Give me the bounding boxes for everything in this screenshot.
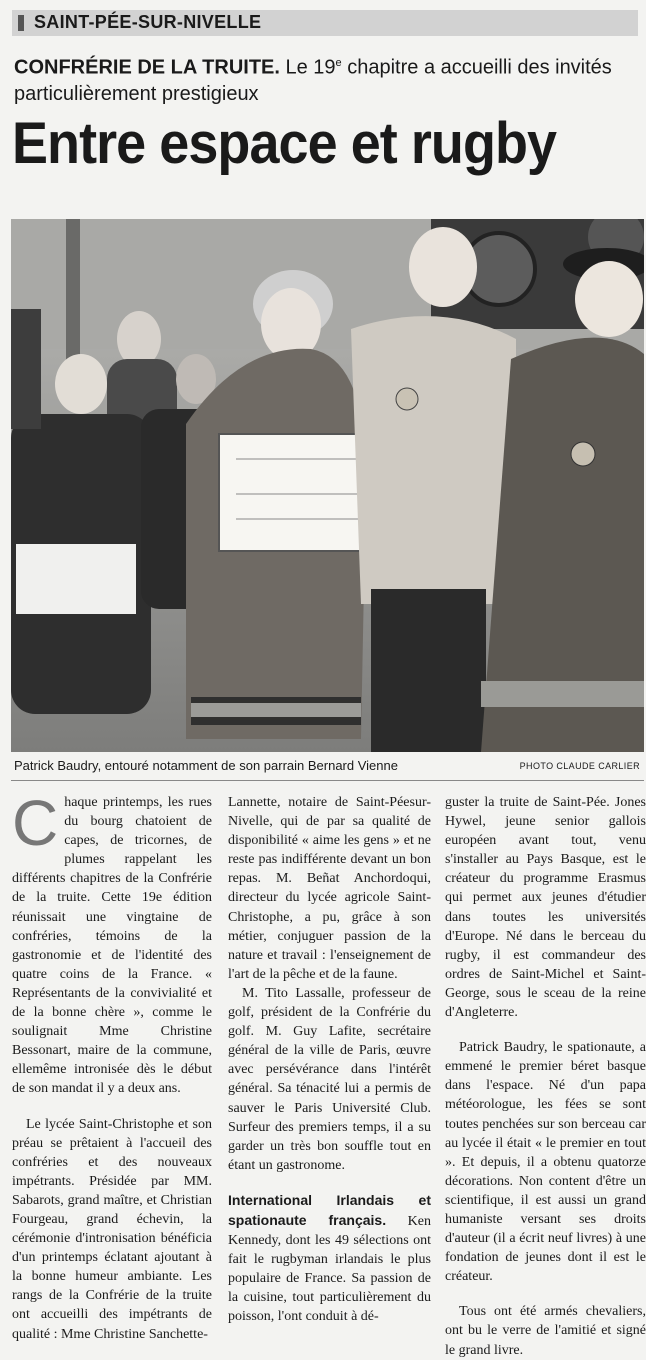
col2-paragraph-3 — [228, 1191, 431, 1327]
col1-paragraph-1 — [12, 787, 212, 1099]
article-column-1 — [12, 787, 212, 1344]
kicker-bold: CONFRÉRIE DE LA TRUITE. — [14, 56, 280, 79]
col1-paragraph-2: Le lycée Saint-Christophe et son préau se prêtaient à l'accueil des confréries et des nouveaux impétrants. Présidée par MM. Sabarots, grand maître, et Christian Fourgeau, grand échevin, la cérémonie d'intronisation bénéficia d'un printemps éclatant ajoutant à la bonne humeur ambiante. Les rangs de la Confrérie de la truite ont accueilli des impétrants de qualité : Mme Christine Sanchette- — [12, 1116, 212, 1342]
headline: Entre espace et rugby — [12, 111, 557, 176]
col2-paragraph-2: M. Tito Lassalle, professeur de golf, président de la Confrérie du golf. M. Guy Lafite, secrétaire général de la ville de Paris, œuvre avec persévérance dans l'intérêt général. Sa ténacité lui a permis de sauver le Paris Université Club. Surfeur des premiers temps, il a su garder un très bon souffle tout en étant un gastronome. — [228, 985, 431, 1173]
caption-divider — [11, 780, 644, 781]
col3-paragraph-1: guster la truite de Saint-Pée. Jones Hywel, jeune senior gallois européen avant tout, venu s'installer au Pays Basque, est le créateur du programme Erasmus qui permet aux jeunes d'étudier dans toutes les universités d'Europe. Né dans le berceau du rugby, il est commandeur des ordres de Saint-Michel et Saint-George, sous le sceau de la reine d'Angleterre. — [445, 795, 646, 1021]
col2-subhead: International Irlandais et spationaute français. — [228, 1191, 431, 1228]
col1-p1-text: haque printemps, les rues du bourg chatoient de capes, de tricornes, de plumes rappelant les différents chapitres de la Confrérie de la truite. Cette 19e édition réunissait une vingtaine de confréries, témoins de la gastronomie et de l'identité des quatre coins de la France. « Représentants de la convivialité et de la bonne chère », comme le soulignait Mme Christine Bessonart, maire de la commune, ellemême intronisée dès le début de son mandat il y a deux ans. — [12, 795, 212, 1097]
rubric-label: SAINT-PÉE-SUR-NIVELLE — [34, 12, 262, 32]
section-rubric — [12, 10, 638, 36]
col3-paragraph-2: Patrick Baudry, le spationaute, a emmené le premier béret basque dans l'espace. Né d'un papa météorologue, les fées se sont toutes penchées sur son berceau car au lycée il était « le premier en tout ». Et depuis, il a obtenu quatorze décorations. Non content d'être un scientifique, il est aussi un grand humaniste versant ses droits d'auteur (il a écrit neuf livres) à une fondation de jeunes dont il est le créateur. — [445, 1040, 646, 1285]
article-column-2 — [228, 793, 431, 1327]
photo-caption: Patrick Baudry, entouré notamment de son parrain Bernard Vienne — [14, 758, 398, 773]
rubric-bar-icon — [18, 15, 24, 31]
kicker-sup: e — [335, 57, 342, 69]
col2-paragraph-1: Lannette, notaire de Saint-Péesur-Nivelle, qui de par sa qualité de disponibilité « aime les gens » et ne reste pas indifférente devant un bon repas. M. Beñat Anchordoqui, directeur du lycée agricole Saint-Christophe, a pu, grâce à son métier, conjuguer passion de la nature et travail : l'enseignement de l'art de la pêche et de la faune. — [228, 795, 431, 982]
photo-credit: PHOTO CLAUDE CARLIER — [519, 761, 640, 771]
article-photo — [11, 219, 644, 752]
col3-paragraph-3: Tous ont été armés chevaliers, ont bu le verre de l'amitié et signé le grand livre. — [445, 1304, 646, 1358]
kicker — [14, 50, 634, 107]
article-column-3 — [445, 793, 646, 1360]
drop-cap: C — [12, 787, 59, 859]
kicker-text-a: Le 19 — [279, 56, 336, 79]
kicker-text-b: chapitre a accueilli des invités particulièrement prestigieux — [14, 56, 612, 105]
col2-p3-text: Ken Kennedy, dont les 49 sélections ont fait le rugbyman irlandais le plus populaire de France. Sa passion de la cuisine, tout particulièrement du poisson, l'ont conduit à dé- — [228, 1213, 431, 1325]
